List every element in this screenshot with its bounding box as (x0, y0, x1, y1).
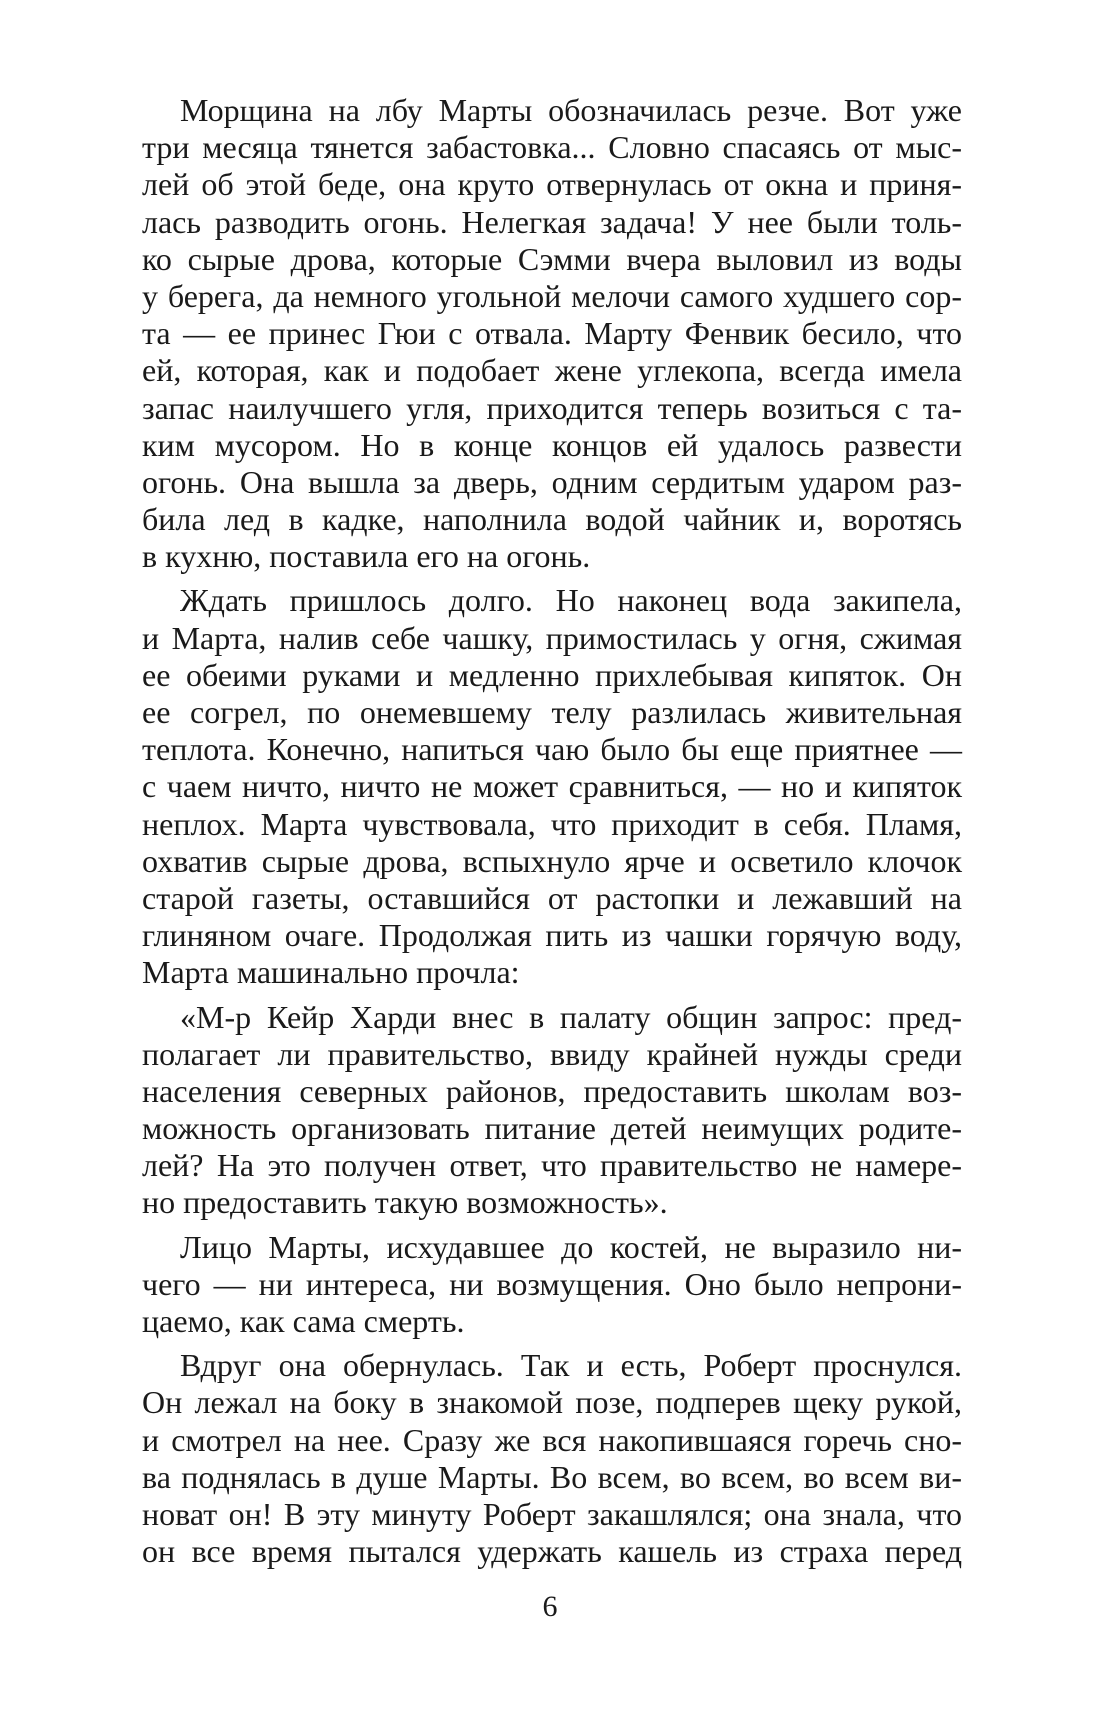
text-line: лась разводить огонь. Нелегкая задача! У нее были толь- (142, 203, 962, 240)
text-line: Марта машинально прочла: (142, 954, 520, 991)
text-line: старой газеты, оставшийся от растопки и лежавший на (142, 879, 962, 916)
text-line: Лицо Марты, исхудавшее до костей, не выразило ни- (180, 1228, 962, 1265)
text-line: ким мусором. Но в конце концов ей удалось развести (142, 426, 962, 463)
text-line: лей? На это получен ответ, что правительство не намере- (142, 1147, 962, 1184)
text-line: Вдруг она обернулась. Так и есть, Роберт проснулся. (180, 1347, 962, 1384)
text-line: с чаем ничто, ничто не может сравниться, — но и кипяток (142, 768, 962, 805)
text-line: три месяца тянется забастовка... Словно спасаясь от мыс- (142, 129, 962, 166)
text-line: полагает ли правительство, ввиду крайней нужды среди (142, 1035, 962, 1072)
body-text (142, 92, 962, 1577)
text-line: охватив сырые дрова, вспыхнуло ярче и осветило клочок (142, 842, 962, 879)
paragraph (142, 92, 962, 575)
text-line: та — ее принес Гюи с отвала. Марту Фенвик бесило, что (142, 315, 962, 352)
text-line: лей об этой беде, она круто отвернулась от окна и приня- (142, 166, 962, 203)
text-line: новат он! В эту минуту Роберт закашлялся; она знала, что (142, 1495, 962, 1532)
paragraph (142, 582, 962, 991)
page-number: 6 (542, 1590, 558, 1623)
text-line: но предоставить такую возможность». (142, 1184, 668, 1221)
paragraph (142, 999, 962, 1222)
text-line: глиняном очаге. Продолжая пить из чашки горячую воду, (142, 917, 962, 954)
paragraph (142, 1229, 962, 1341)
text-line: огонь. Она вышла за дверь, одним сердитым ударом раз- (142, 463, 962, 500)
paragraph (142, 1347, 962, 1570)
text-line: запас наилучшего угля, приходится теперь возиться с та- (142, 389, 962, 426)
text-line: «М-р Кейр Харди внес в палату общин запрос: пред- (180, 998, 962, 1035)
text-line: и смотрел на нее. Сразу же вся накопившаяся горечь сно- (142, 1421, 962, 1458)
text-line: Морщина на лбу Марты обозначилась резче. Вот уже (180, 92, 962, 128)
text-line: населения северных районов, предоставить школам воз- (142, 1072, 962, 1109)
text-line: Ждать пришлось долго. Но наконец вода закипела, (180, 582, 962, 619)
text-line: Он лежал на боку в знакомой позе, подперев щеку рукой, (142, 1384, 962, 1421)
text-line: у берега, да немного угольной мелочи самого худшего сор- (142, 277, 962, 314)
text-line: чего — ни интереса, ни возмущения. Оно было непрони- (142, 1265, 962, 1302)
text-line: ее согрел, по онемевшему телу разлилась живительная (142, 694, 962, 730)
text-line: теплота. Конечно, напиться чаю было бы еще приятнее — (142, 731, 962, 768)
text-line: неплох. Марта чувствовала, что приходит в себя. Пламя, (142, 805, 962, 842)
text-line: ва поднялась в душе Марты. Во всем, во всем, во всем ви- (142, 1458, 962, 1495)
text-line: можность организовать питание детей неимущих родите- (142, 1110, 962, 1147)
text-line: цаемо, как сама смерть. (142, 1303, 465, 1339)
text-line: и Марта, налив себе чашку, примостилась у огня, сжимая (142, 619, 962, 656)
text-line: била лед в кадке, наполнила водой чайник и, воротясь (142, 501, 962, 538)
text-line: ее обеими руками и медленно прихлебывая кипяток. Он (142, 656, 962, 693)
text-line: он все время пытался удержать кашель из страха перед (142, 1533, 962, 1570)
text-line: ко сырые дрова, которые Сэмми вчера выловил из воды (142, 240, 962, 277)
text-line: ей, которая, как и подобает жене углекопа, всегда имела (142, 352, 962, 389)
text-line: в кухню, поставила его на огонь. (142, 538, 591, 575)
